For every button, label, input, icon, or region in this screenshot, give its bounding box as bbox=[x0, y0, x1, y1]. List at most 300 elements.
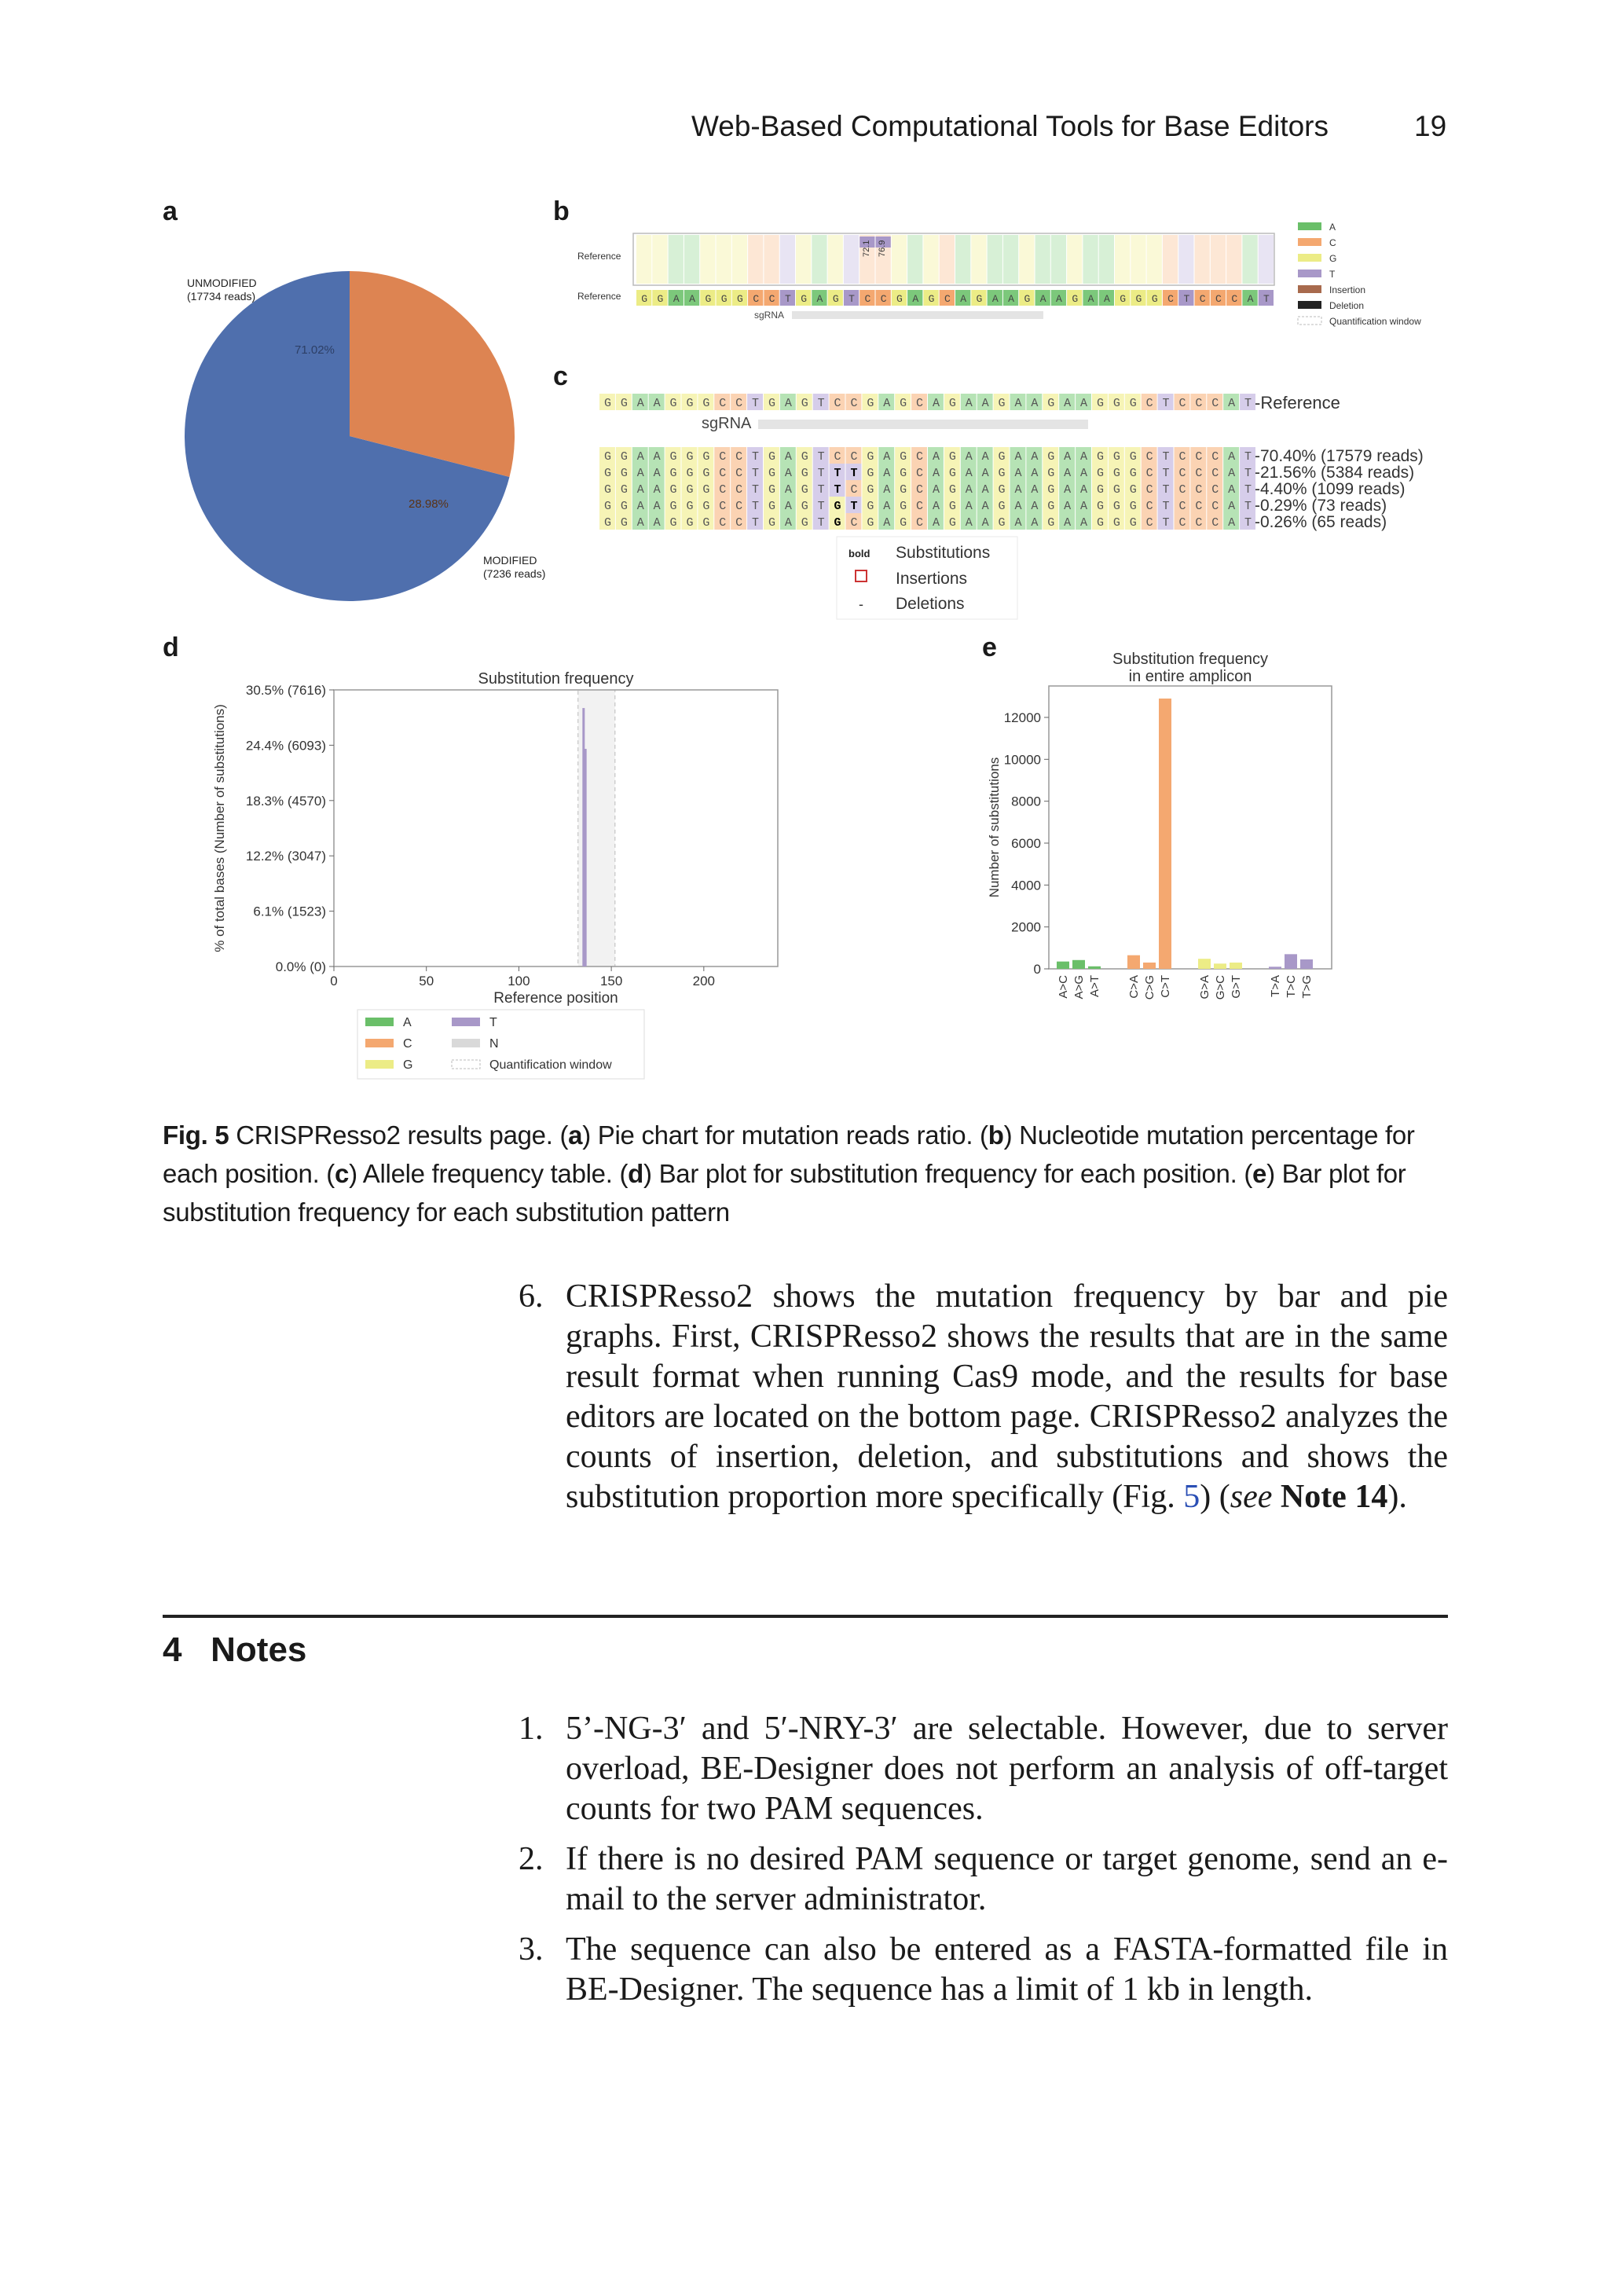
allele-base: G bbox=[620, 500, 628, 513]
allele-base: C bbox=[916, 467, 924, 480]
allele-base: C bbox=[1195, 397, 1203, 410]
allele-base: A bbox=[981, 516, 989, 530]
allele-base: A bbox=[1064, 483, 1072, 497]
seq-letter: A bbox=[1039, 293, 1046, 305]
allele-base: A bbox=[636, 450, 644, 464]
heat-cell bbox=[1035, 235, 1050, 284]
allele-base: C bbox=[1195, 500, 1203, 513]
allele-row-label: -4.40% (1099 reads) bbox=[1255, 480, 1406, 498]
heat-cell bbox=[1178, 235, 1193, 284]
chart-title: Substitution frequency bbox=[478, 670, 634, 688]
allele-base: G bbox=[867, 483, 874, 497]
allele-row-label: -70.40% (17579 reads) bbox=[1255, 447, 1424, 465]
heat-cell bbox=[636, 235, 651, 284]
allele-base: G bbox=[1096, 397, 1104, 410]
x-tick-label: C>G bbox=[1143, 975, 1156, 1000]
allele-base: G bbox=[900, 516, 907, 530]
plot-frame bbox=[1049, 686, 1332, 969]
panel-letter-b: b bbox=[553, 196, 570, 226]
deletion-marker-icon: - bbox=[859, 596, 863, 612]
allele-base: C bbox=[850, 483, 858, 497]
allele-base: C bbox=[1195, 516, 1203, 530]
heat-cell bbox=[764, 235, 779, 284]
legend-text: C bbox=[1329, 237, 1336, 248]
allele-base: A bbox=[653, 450, 661, 464]
row-reference-label: Reference bbox=[577, 251, 621, 262]
heat-cell bbox=[907, 235, 922, 284]
allele-base: T bbox=[817, 397, 825, 410]
nucleotide-percentage-panel bbox=[574, 216, 1450, 338]
allele-base: T bbox=[1244, 483, 1252, 497]
x-axis-label: Reference position bbox=[493, 990, 618, 1007]
plot-frame bbox=[334, 690, 778, 966]
allele-base: A bbox=[883, 467, 891, 480]
x-tick-label: G>C bbox=[1214, 975, 1227, 1000]
step-number: 6. bbox=[519, 1278, 544, 1315]
seq-letter: G bbox=[1151, 293, 1158, 305]
heat-cell bbox=[1067, 235, 1082, 284]
allele-base: G bbox=[1112, 500, 1120, 513]
allele-base: C bbox=[916, 500, 924, 513]
note-item: 3. The sequence can also be entered as a FASTA-formatted file in BE-Designer. The sequence has a limit of 1 kb in length. bbox=[519, 1931, 1448, 2008]
section-rule bbox=[163, 1615, 1448, 1618]
allele-base: A bbox=[1228, 397, 1236, 410]
allele-base: C bbox=[850, 397, 858, 410]
seq-letter: A bbox=[1103, 293, 1110, 305]
pct-value-2: 76.9 bbox=[878, 240, 887, 257]
allele-base: A bbox=[932, 483, 940, 497]
allele-base: A bbox=[653, 500, 661, 513]
heat-cell bbox=[828, 235, 843, 284]
allele-base: G bbox=[867, 397, 874, 410]
heat-cell bbox=[1211, 235, 1226, 284]
legend-text: A bbox=[1329, 222, 1336, 233]
seq-letter: A bbox=[991, 293, 999, 305]
allele-base: C bbox=[735, 483, 743, 497]
allele-base: G bbox=[834, 500, 841, 513]
allele-base: G bbox=[1047, 467, 1055, 480]
heat-cell bbox=[940, 235, 955, 284]
allele-base: T bbox=[1244, 516, 1252, 530]
seq-letter: G bbox=[1120, 293, 1127, 305]
allele-base: C bbox=[719, 483, 727, 497]
allele-base: C bbox=[850, 516, 858, 530]
allele-base: T bbox=[817, 483, 825, 497]
allele-base: C bbox=[735, 397, 743, 410]
notes-list bbox=[519, 1709, 1448, 2010]
allele-base: A bbox=[636, 467, 644, 480]
seq-letter: C bbox=[768, 293, 775, 305]
allele-base: G bbox=[801, 483, 808, 497]
allele-base: G bbox=[603, 500, 611, 513]
panel-letter-c: c bbox=[553, 361, 568, 391]
allele-base: C bbox=[1178, 500, 1186, 513]
allele-base: G bbox=[669, 450, 677, 464]
pattern-bar bbox=[1198, 959, 1211, 969]
row-reference-seq-label: Reference bbox=[577, 291, 621, 302]
page-number: 19 bbox=[1414, 110, 1447, 142]
step-6: 6. CRISPResso2 shows the mutation frequency by bar and pie graphs. First, CRISPResso2 shows the results that are in the same result format when running Cas9 mode, and the results for base editors are located on the bottom page. CRISPResso2 analyzes the counts of insertion, deletion, and substitutions and shows the substitution proportion more specifically (Fig. 5) (see Note 14). bbox=[519, 1278, 1448, 1515]
allele-base: T bbox=[752, 467, 760, 480]
y-tick-label: 30.5% (7616) bbox=[245, 683, 326, 698]
allele-base: G bbox=[1129, 397, 1137, 410]
y-tick-label: 6.1% (1523) bbox=[253, 904, 326, 919]
seq-letter: T bbox=[784, 293, 791, 305]
allele-base: G bbox=[801, 397, 808, 410]
allele-base: G bbox=[686, 483, 694, 497]
allele-base: G bbox=[948, 500, 956, 513]
allele-base: A bbox=[636, 500, 644, 513]
legend-deletions: Deletions bbox=[896, 595, 965, 613]
allele-base: C bbox=[1145, 483, 1153, 497]
allele-base: A bbox=[965, 450, 973, 464]
pattern-bar bbox=[1300, 959, 1313, 969]
seq-letter: A bbox=[1087, 293, 1094, 305]
legend-swatch bbox=[1298, 317, 1321, 325]
seq-letter: A bbox=[1247, 293, 1254, 305]
allele-base: A bbox=[981, 467, 989, 480]
y-tick-label: 4000 bbox=[1011, 878, 1041, 893]
legend-text: A bbox=[403, 1016, 412, 1029]
allele-base: T bbox=[817, 467, 825, 480]
allele-base: A bbox=[883, 516, 891, 530]
heat-cell bbox=[1195, 235, 1210, 284]
allele-base: T bbox=[1162, 467, 1170, 480]
allele-base: G bbox=[768, 467, 775, 480]
allele-base: C bbox=[1145, 467, 1153, 480]
allele-base: G bbox=[686, 500, 694, 513]
x-tick-label: 50 bbox=[419, 974, 434, 988]
allele-base: C bbox=[850, 450, 858, 464]
allele-base: A bbox=[1014, 500, 1022, 513]
allele-base: C bbox=[834, 450, 841, 464]
allele-base: A bbox=[784, 483, 792, 497]
seq-letter: G bbox=[657, 293, 664, 305]
allele-base: G bbox=[603, 483, 611, 497]
seq-letter: A bbox=[1008, 293, 1014, 305]
allele-base: A bbox=[932, 397, 940, 410]
legend-text: Quantification window bbox=[489, 1058, 612, 1072]
allele-base: G bbox=[669, 397, 677, 410]
pattern-bar bbox=[1127, 955, 1140, 969]
note-14-link[interactable]: Note 14 bbox=[1272, 1479, 1388, 1515]
allele-base: G bbox=[1047, 483, 1055, 497]
pattern-bar bbox=[1269, 966, 1281, 969]
pattern-bar bbox=[1143, 963, 1156, 969]
allele-base: G bbox=[768, 516, 775, 530]
allele-base: G bbox=[702, 516, 710, 530]
heat-cell bbox=[1147, 235, 1162, 284]
x-tick-label: C>T bbox=[1159, 975, 1172, 998]
pie-unmodified-reads: (17734 reads) bbox=[187, 290, 256, 303]
legend-swatch bbox=[1298, 238, 1321, 246]
note-item: 1. 5’-NG-3′ and 5′-NRY-3′ are selectable. However, due to server overload, BE-Designer does not perform an analysis of off-target counts for two PAM sequences. bbox=[519, 1711, 1448, 1827]
allele-base: A bbox=[1014, 516, 1022, 530]
legend-text: Deletion bbox=[1329, 300, 1365, 311]
y-tick-label: 6000 bbox=[1011, 836, 1041, 851]
allele-base: A bbox=[981, 500, 989, 513]
allele-base: T bbox=[752, 500, 760, 513]
heat-cell bbox=[923, 235, 938, 284]
allele-base: G bbox=[768, 500, 775, 513]
sgrna-label: sgRNA bbox=[754, 310, 785, 321]
allele-base: A bbox=[1064, 516, 1072, 530]
allele-base: C bbox=[1195, 483, 1203, 497]
allele-base: C bbox=[719, 516, 727, 530]
allele-base: G bbox=[1096, 516, 1104, 530]
step-6-text: CRISPResso2 shows the mutation frequency by bar and pie graphs. First, CRISPResso2 shows the results that are in the same result format when running Cas9 mode, and the results for base editors are located on the bottom page. CRISPResso2 analyzes the counts of insertion, deletion, and substitutions and shows the substitution proportion more specifically (Fig. bbox=[566, 1278, 1448, 1515]
heat-cell bbox=[1099, 235, 1114, 284]
allele-base: G bbox=[1112, 516, 1120, 530]
allele-base: C bbox=[1195, 450, 1203, 464]
legend-text: T bbox=[489, 1016, 497, 1029]
allele-base: G bbox=[948, 516, 956, 530]
y-tick-label: 2000 bbox=[1011, 919, 1041, 935]
allele-base: A bbox=[1080, 516, 1088, 530]
allele-row-label: -0.26% (65 reads) bbox=[1255, 513, 1387, 531]
allele-base: A bbox=[784, 450, 792, 464]
allele-base: G bbox=[669, 483, 677, 497]
y-tick-label: 10000 bbox=[1003, 752, 1041, 768]
seq-letter: C bbox=[1199, 293, 1206, 305]
allele-base: G bbox=[1047, 450, 1055, 464]
heat-cell bbox=[1019, 235, 1034, 284]
allele-base: C bbox=[719, 467, 727, 480]
heat-cell bbox=[812, 235, 826, 284]
allele-base: A bbox=[965, 467, 973, 480]
pie-unmodified-label: UNMODIFIED bbox=[187, 277, 257, 289]
seq-letter: C bbox=[944, 293, 951, 305]
allele-base: G bbox=[669, 516, 677, 530]
allele-base: A bbox=[1064, 450, 1072, 464]
allele-base: G bbox=[620, 397, 628, 410]
allele-base: G bbox=[867, 467, 874, 480]
x-tick-label: 100 bbox=[508, 974, 530, 988]
x-tick-label: 0 bbox=[330, 974, 338, 988]
pattern-bar bbox=[1057, 962, 1069, 969]
allele-base: A bbox=[784, 397, 792, 410]
heat-cell bbox=[700, 235, 715, 284]
allele-base: G bbox=[900, 483, 907, 497]
seq-letter: A bbox=[1056, 293, 1062, 305]
legend-insertions: Insertions bbox=[896, 570, 968, 588]
allele-base: G bbox=[801, 467, 808, 480]
heat-cell bbox=[748, 235, 763, 284]
allele-base: C bbox=[1145, 450, 1153, 464]
allele-base: A bbox=[965, 397, 973, 410]
legend-swatch bbox=[1298, 222, 1321, 230]
heat-cell bbox=[669, 235, 684, 284]
seq-letter: G bbox=[705, 293, 712, 305]
seq-letter: A bbox=[912, 293, 919, 305]
allele-base: A bbox=[1031, 483, 1039, 497]
allele-base: T bbox=[850, 467, 858, 480]
allele-base: A bbox=[653, 467, 661, 480]
allele-base: C bbox=[719, 500, 727, 513]
allele-base: G bbox=[702, 467, 710, 480]
legend-swatch bbox=[452, 1018, 480, 1026]
y-tick-label: 0 bbox=[1033, 962, 1041, 977]
allele-base: T bbox=[752, 397, 760, 410]
allele-base: A bbox=[965, 500, 973, 513]
allele-base: G bbox=[1129, 483, 1137, 497]
seq-letter: C bbox=[864, 293, 871, 305]
seq-letter: G bbox=[1024, 293, 1031, 305]
allele-base: G bbox=[620, 467, 628, 480]
allele-base: A bbox=[784, 467, 792, 480]
allele-base: A bbox=[1014, 467, 1022, 480]
allele-base: C bbox=[1211, 467, 1219, 480]
allele-row-label: -21.56% (5384 reads) bbox=[1255, 464, 1415, 482]
allele-base: C bbox=[916, 450, 924, 464]
allele-base: C bbox=[719, 397, 727, 410]
heat-cell bbox=[988, 235, 1002, 284]
pie-modified-label: MODIFIED bbox=[483, 554, 537, 567]
allele-base: C bbox=[916, 483, 924, 497]
legend-swatch bbox=[365, 1018, 394, 1026]
allele-base: A bbox=[1031, 450, 1039, 464]
heat-cell bbox=[1083, 235, 1098, 284]
heat-cell bbox=[1115, 235, 1130, 284]
allele-base: T bbox=[1162, 483, 1170, 497]
allele-base: C bbox=[1195, 467, 1203, 480]
x-tick-label: 150 bbox=[599, 974, 623, 988]
allele-base: A bbox=[1228, 450, 1236, 464]
allele-base: A bbox=[932, 516, 940, 530]
allele-base: C bbox=[1145, 397, 1153, 410]
allele-base: A bbox=[1031, 500, 1039, 513]
legend-text: C bbox=[403, 1037, 412, 1051]
legend-text: Quantification window bbox=[1329, 316, 1421, 327]
pattern-bar bbox=[1214, 963, 1226, 969]
seq-letter: G bbox=[737, 293, 743, 305]
allele-base: A bbox=[784, 500, 792, 513]
seq-letter: G bbox=[896, 293, 903, 305]
allele-base: C bbox=[1178, 467, 1186, 480]
seq-letter: G bbox=[1072, 293, 1079, 305]
panel-letter-e: e bbox=[982, 633, 997, 662]
substitution-position-chart bbox=[208, 668, 900, 1080]
heat-cell bbox=[892, 235, 907, 284]
y-tick-label: 18.3% (4570) bbox=[245, 793, 326, 809]
allele-base: G bbox=[1096, 500, 1104, 513]
allele-base: G bbox=[702, 397, 710, 410]
legend-bold-sample: bold bbox=[848, 548, 870, 559]
legend-swatch bbox=[365, 1039, 394, 1047]
sgrna-bar bbox=[792, 311, 1043, 319]
allele-base: G bbox=[948, 483, 956, 497]
allele-base: G bbox=[768, 483, 775, 497]
allele-base: C bbox=[1145, 516, 1153, 530]
allele-base: G bbox=[1129, 467, 1137, 480]
allele-base: C bbox=[1211, 483, 1219, 497]
heat-cell bbox=[1051, 235, 1066, 284]
allele-base: A bbox=[1080, 483, 1088, 497]
allele-base: A bbox=[636, 397, 644, 410]
allele-base: G bbox=[686, 467, 694, 480]
allele-base: G bbox=[867, 500, 874, 513]
legend-text: T bbox=[1329, 269, 1336, 280]
allele-base: G bbox=[1112, 450, 1120, 464]
pattern-bar bbox=[1159, 699, 1171, 969]
allele-base: A bbox=[932, 500, 940, 513]
allele-base: C bbox=[1145, 500, 1153, 513]
allele-base: G bbox=[900, 450, 907, 464]
reference-row-label: -Reference bbox=[1255, 393, 1340, 413]
allele-base: C bbox=[1178, 397, 1186, 410]
seq-letter: G bbox=[832, 293, 839, 305]
allele-base: A bbox=[981, 397, 989, 410]
allele-base: C bbox=[735, 450, 743, 464]
allele-base: A bbox=[883, 500, 891, 513]
legend-text: N bbox=[489, 1037, 499, 1051]
pct-value-1: 72.1 bbox=[862, 240, 871, 257]
allele-base: G bbox=[603, 516, 611, 530]
figure-link[interactable]: 5 bbox=[1183, 1479, 1200, 1515]
allele-base: A bbox=[1228, 467, 1236, 480]
legend-swatch bbox=[1298, 285, 1321, 293]
allele-base: G bbox=[620, 483, 628, 497]
allele-base: G bbox=[867, 450, 874, 464]
allele-base: C bbox=[1178, 516, 1186, 530]
allele-base: G bbox=[603, 467, 611, 480]
seq-letter: T bbox=[1263, 293, 1270, 305]
allele-base: T bbox=[834, 483, 841, 497]
running-header-title: Web-Based Computational Tools for Base Editors bbox=[691, 110, 1329, 142]
allele-base: G bbox=[620, 450, 628, 464]
heat-cell bbox=[780, 235, 795, 284]
allele-base: G bbox=[686, 397, 694, 410]
allele-base: A bbox=[932, 467, 940, 480]
allele-base: G bbox=[1047, 516, 1055, 530]
allele-base: G bbox=[1096, 483, 1104, 497]
seq-letter: C bbox=[1167, 293, 1174, 305]
allele-base: G bbox=[900, 500, 907, 513]
heat-cell bbox=[684, 235, 699, 284]
allele-base: A bbox=[653, 483, 661, 497]
seq-letter: G bbox=[928, 293, 935, 305]
allele-base: T bbox=[850, 500, 858, 513]
allele-base: T bbox=[1162, 500, 1170, 513]
allele-base: T bbox=[817, 516, 825, 530]
legend-text: Insertion bbox=[1329, 284, 1366, 295]
allele-base: G bbox=[998, 500, 1006, 513]
allele-base: A bbox=[1080, 467, 1088, 480]
heat-cell bbox=[652, 235, 667, 284]
allele-sgrna-label: sgRNA bbox=[702, 415, 752, 432]
allele-frequency-table bbox=[593, 389, 1457, 625]
legend-swatch bbox=[1298, 301, 1321, 309]
heat-cell bbox=[844, 235, 859, 284]
pattern-bar bbox=[1230, 963, 1242, 969]
substitution-pattern-chart bbox=[986, 648, 1363, 1018]
allele-base: T bbox=[1244, 450, 1252, 464]
y-axis-label: Number of substitutions bbox=[987, 757, 1002, 898]
legend-swatch bbox=[365, 1060, 394, 1069]
allele-base: C bbox=[916, 397, 924, 410]
allele-base: A bbox=[1080, 500, 1088, 513]
heat-cell bbox=[1259, 235, 1274, 284]
allele-base: T bbox=[834, 467, 841, 480]
chart-subtitle: in entire amplicon bbox=[1128, 668, 1252, 685]
allele-base: A bbox=[1064, 397, 1072, 410]
seq-letter: G bbox=[720, 293, 728, 305]
allele-base: A bbox=[653, 397, 661, 410]
y-tick-label: 0.0% (0) bbox=[275, 959, 326, 974]
chart-title: Substitution frequency bbox=[1112, 651, 1268, 668]
seq-letter: C bbox=[1231, 293, 1238, 305]
seq-letter: G bbox=[801, 293, 808, 305]
